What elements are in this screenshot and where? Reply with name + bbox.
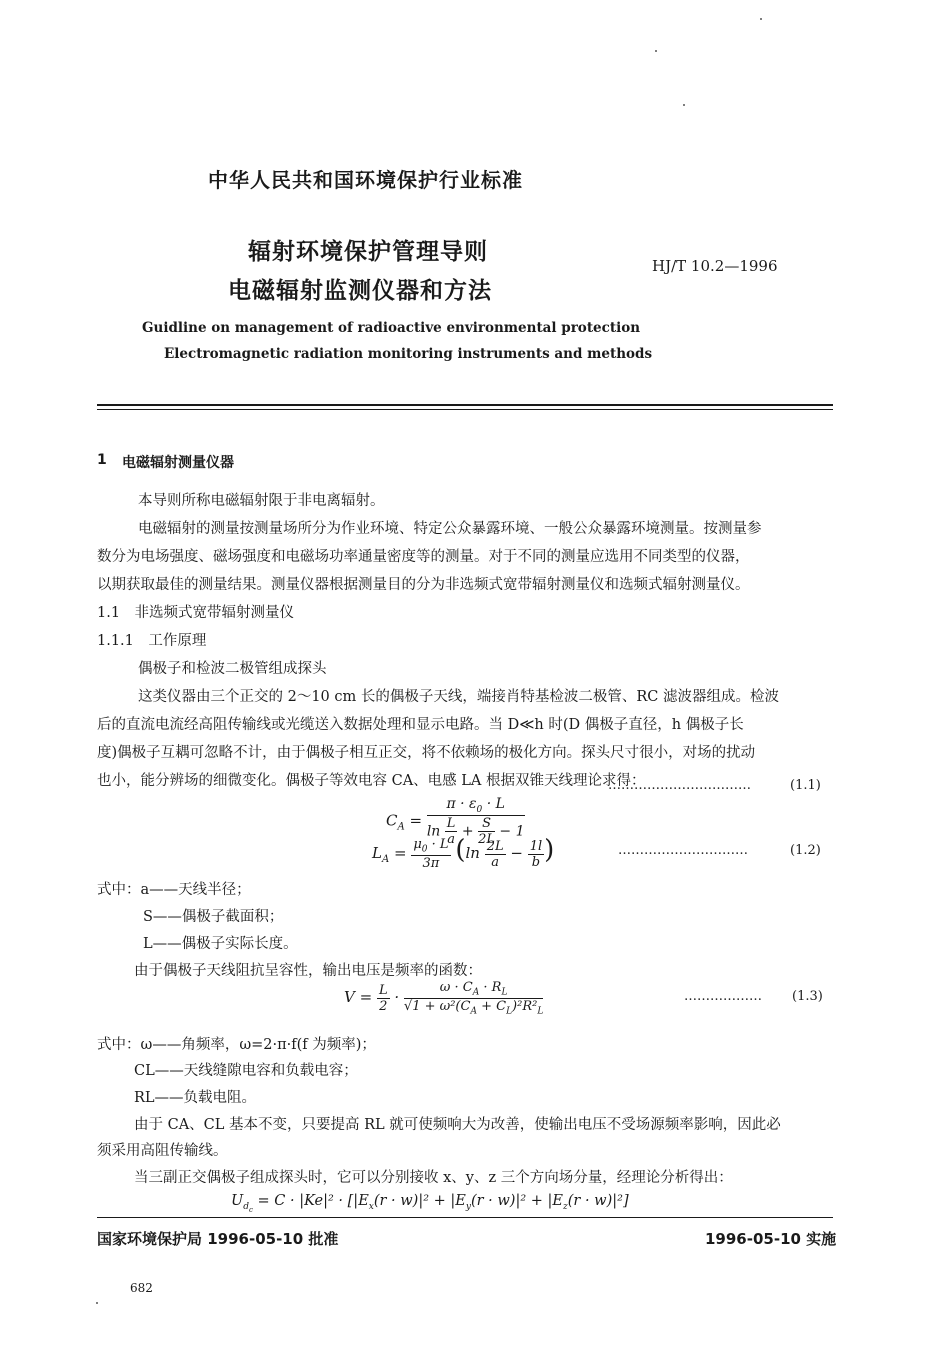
scan-speck [760, 18, 762, 20]
equation-ud: $U_{d_c} = C \cdot |Ke|^2 \cdot [|E_x(r \cdot w)|^2 + |E_y(r \cdot w)|^2 + |E_z(r \cdot w)|^2]$ [231, 1193, 629, 1214]
paragraph-measurement-line3: 以期获取最佳的测量结果。测量仪器根据测量目的分为非选频式宽带辐射测量仪和选频式辐射测量仪。 [97, 577, 750, 593]
paragraph-high-impedance-line1: 由于 CA、CL 基本不变，只要提高 RL 就可使频响大为改善，使输出电压不受场源频率影响，因此必 [134, 1117, 781, 1133]
symbol-definition-s: S——偶极子截面积； [143, 909, 284, 925]
equation-1-1-leader: …………………………… [608, 778, 751, 793]
paragraph-dipole-line4: 也小，能分辨场的细微变化。偶极子等效电容 CA、电感 LA 根据双锥天线理论求得： [97, 773, 646, 789]
scan-speck [655, 50, 657, 52]
scan-speck [683, 104, 685, 106]
paragraph-high-impedance-line2: 须采用高阻传输线。 [97, 1143, 228, 1159]
document-title-line1: 辐射环境保护管理导则 [248, 239, 488, 265]
page-number: 682 [130, 1281, 153, 1295]
paragraph-measurement-line2: 数分为电场强度、磁场强度和电磁场功率通量密度等的测量。对于不同的测量应选用不同类型的仪器， [97, 549, 750, 565]
header-divider-thick [97, 404, 833, 406]
equation-1-2: $L_A$ = $\frac{\mu_0 \cdot L}{3\pi}$ (ln $\frac{2L}{a}$ − $\frac{1l}{b}$ ) [372, 835, 555, 871]
paragraph-dipole-line2: 后的直流电流经高阻传输线或光缆送入数据处理和显示电路。当 D≪h 时(D 偶极子直径，h 偶极子长 [97, 717, 744, 733]
subsection-1-1: 1.1 非选频式宽带辐射测量仪 [97, 605, 295, 621]
english-title-line2: Electromagnetic radiation monitoring instruments and methods [164, 346, 653, 362]
header-divider-thin [97, 409, 833, 410]
paragraph-dipole-line1: 这类仪器由三个正交的 2～10 cm 长的偶极子天线，端接肖特基检波二极管、RC 滤波器组成。检波 [138, 689, 779, 705]
scan-speck [96, 1302, 98, 1304]
section-number: 1 [97, 452, 107, 468]
paragraph-measurement-line1: 电磁辐射的测量按测量场所分为作业环境、特定公众暴露环境、一般公众暴露环境测量。按测量参 [138, 521, 762, 537]
equation-1-3: V = $\frac{L}{2}$ · $\frac{\omega \cdot C_A \cdot R_L}{√1 + \omega^2(C_A + C_L)^2R^2_L}$ [344, 980, 544, 1017]
document-title-line2: 电磁辐射监测仪器和方法 [228, 278, 492, 304]
symbol-definition-l: L——偶极子实际长度。 [143, 936, 298, 952]
english-title-line1: Guidline on management of radioactive environmental protection [142, 320, 641, 336]
paragraph-nonionizing: 本导则所称电磁辐射限于非电离辐射。 [138, 493, 385, 509]
standard-code: HJ/T 10.2—1996 [652, 257, 778, 275]
equation-1-3-label: (1.3) [792, 989, 823, 1004]
probe-heading: 偶极子和检波二极管组成探头 [138, 661, 327, 677]
approval-date: 国家环境保护局 1996-05-10 批准 [97, 1230, 339, 1248]
paragraph-three-dipoles: 当三副正交偶极子组成探头时，它可以分别接收 x、y、z 三个方向场分量，经理论分析得出： [134, 1170, 733, 1186]
effective-date: 1996-05-10 实施 [705, 1230, 837, 1248]
equation-1-2-leader: ………………………… [618, 843, 748, 858]
paragraph-dipole-line3: 度)偶极子互耦可忽略不计，由于偶极子相互正交，将不依赖场的极化方向。探头尺寸很小，对场的扰动 [97, 745, 756, 761]
symbol-definition-cl: CL——天线缝隙电容和负载电容； [134, 1063, 358, 1079]
symbol-definition-a: 式中：a——天线半径； [97, 882, 251, 898]
symbol-definition-omega: 式中：ω——角频率，ω=2·π·f(f 为频率)； [97, 1037, 376, 1053]
section-title: 电磁辐射测量仪器 [122, 455, 234, 471]
footer-divider [97, 1217, 833, 1218]
standard-organization-title: 中华人民共和国环境保护行业标准 [208, 168, 523, 192]
subsection-1-1-1: 1.1.1 工作原理 [97, 633, 207, 649]
equation-1-1: $C_A$ = $\pi \cdot \varepsilon_0 \cdot L$ ln $\frac{L}{a}$ + $\frac{S}{2L}$ − 1 [386, 796, 525, 847]
equation-1-1-label: (1.1) [790, 778, 821, 793]
equation-1-3-leader: ……………… [684, 989, 762, 1004]
symbol-definition-rl: RL——负载电阻。 [134, 1090, 257, 1106]
equation-1-2-label: (1.2) [790, 843, 821, 858]
paragraph-capacitive: 由于偶极子天线阻抗呈容性，输出电压是频率的函数： [134, 963, 482, 979]
